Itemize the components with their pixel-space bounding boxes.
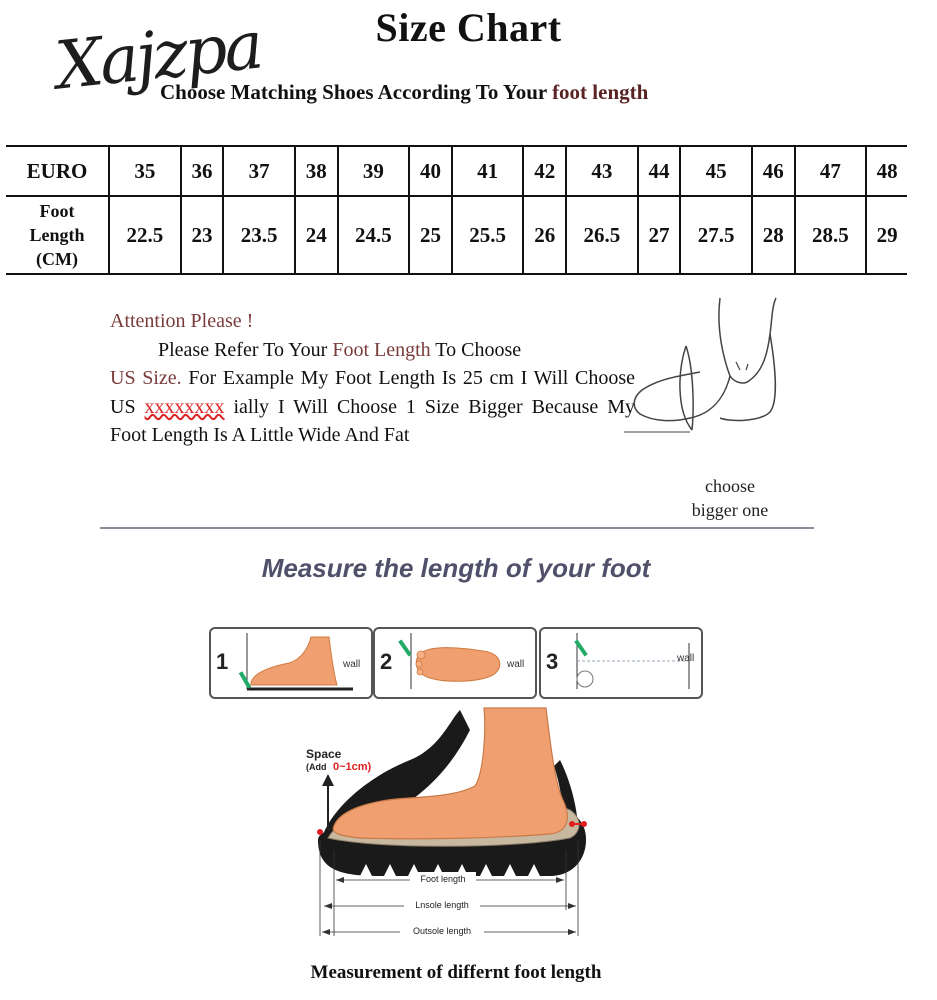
foot-length-label: Foot length (420, 874, 466, 884)
foot-length-cell: 25 (409, 196, 452, 274)
euro-row-label: EURO (6, 146, 109, 196)
foot-length-cell: 28 (752, 196, 795, 274)
subtitle-highlight: foot length (552, 80, 649, 104)
euro-row (6, 146, 907, 196)
foot-length-cell: 24 (295, 196, 338, 274)
size-table (6, 145, 907, 275)
step-number: 3 (546, 649, 559, 674)
text: Please Refer To Your (158, 338, 333, 361)
wall-label: wall (343, 659, 361, 670)
foot-length-cell: 25.5 (452, 196, 524, 274)
foot-length-row (6, 196, 907, 274)
foot-length-cell: 23.5 (223, 196, 295, 274)
euro-size-cell: 42 (523, 146, 566, 196)
attention-block (110, 307, 635, 450)
measure-title: Measure the length of your foot (261, 553, 651, 583)
insole-length-label: Lnsole length (415, 900, 469, 910)
section-divider (100, 527, 814, 529)
text: ially I Will Choose 1 Size Bigger Because My Foot Length Is A Little Wide And Fat (110, 395, 635, 446)
euro-size-cell: 46 (752, 146, 795, 196)
space-label: Space (306, 747, 342, 761)
row-label-line: (CM) (36, 249, 78, 269)
text-highlight: Foot Length (332, 338, 431, 361)
foot-length-cell: 29 (866, 196, 907, 274)
note-line: bigger one (691, 500, 769, 520)
euro-size-cell: 45 (680, 146, 752, 196)
measure-step-2 (373, 627, 537, 699)
foot-length-cell: 27.5 (680, 196, 752, 274)
row-label-line: Length (29, 225, 85, 245)
euro-size-cell: 41 (452, 146, 524, 196)
attention-line-1 (110, 336, 635, 365)
subtitle-text: Choose Matching Shoes According To Your (160, 80, 547, 104)
attention-paragraph (110, 364, 635, 450)
text: To Choose (430, 338, 522, 361)
note-line: choose (705, 476, 755, 496)
foot-length-cell: 28.5 (795, 196, 867, 274)
euro-size-cell: 38 (295, 146, 338, 196)
wall-label: wall (677, 653, 695, 664)
euro-size-cell: 39 (338, 146, 410, 196)
foot-length-cell: 24.5 (338, 196, 410, 274)
foot-length-cell: 26.5 (566, 196, 638, 274)
attention-heading: Attention Please ! (110, 310, 254, 332)
foot-length-row-label (6, 196, 109, 274)
outsole-length-label: Outsole length (412, 926, 472, 936)
text-highlight: US Size. (110, 367, 182, 389)
euro-size-cell: 44 (638, 146, 681, 196)
space-range-label: 0~1cm) (333, 761, 372, 773)
foot-length-cell: 27 (638, 196, 681, 274)
euro-size-cell: 48 (866, 146, 907, 196)
step-number: 2 (380, 649, 393, 674)
wall-label: wall (507, 659, 525, 670)
euro-size-cell: 47 (795, 146, 867, 196)
text-misspelled: xxxxxxxx (144, 395, 225, 418)
foot-length-cell: 26 (523, 196, 566, 274)
step-number: 1 (216, 649, 229, 674)
space-sub-label: (Add (306, 762, 327, 772)
euro-size-cell: 43 (566, 146, 638, 196)
measurement-caption: Measurement of differnt foot length (310, 962, 602, 983)
text: For Example My Foot Length Is 25 cm I Will Choose US (110, 367, 636, 418)
page-title: Size Chart (375, 5, 562, 50)
measure-step-1 (209, 627, 373, 699)
foot-length-cell: 23 (181, 196, 224, 274)
euro-size-cell: 35 (109, 146, 181, 196)
foot-sketch-icon (620, 290, 790, 440)
foot-length-cell: 22.5 (109, 196, 181, 274)
choose-bigger-note (680, 474, 780, 522)
euro-size-cell: 37 (223, 146, 295, 196)
shoe-measurement-diagram (300, 700, 600, 950)
euro-size-cell: 40 (409, 146, 452, 196)
row-label-line: Foot (39, 201, 75, 221)
euro-size-cell: 36 (181, 146, 224, 196)
measure-step-3 (539, 627, 703, 699)
brand-logo: Xajzpa (52, 6, 265, 105)
